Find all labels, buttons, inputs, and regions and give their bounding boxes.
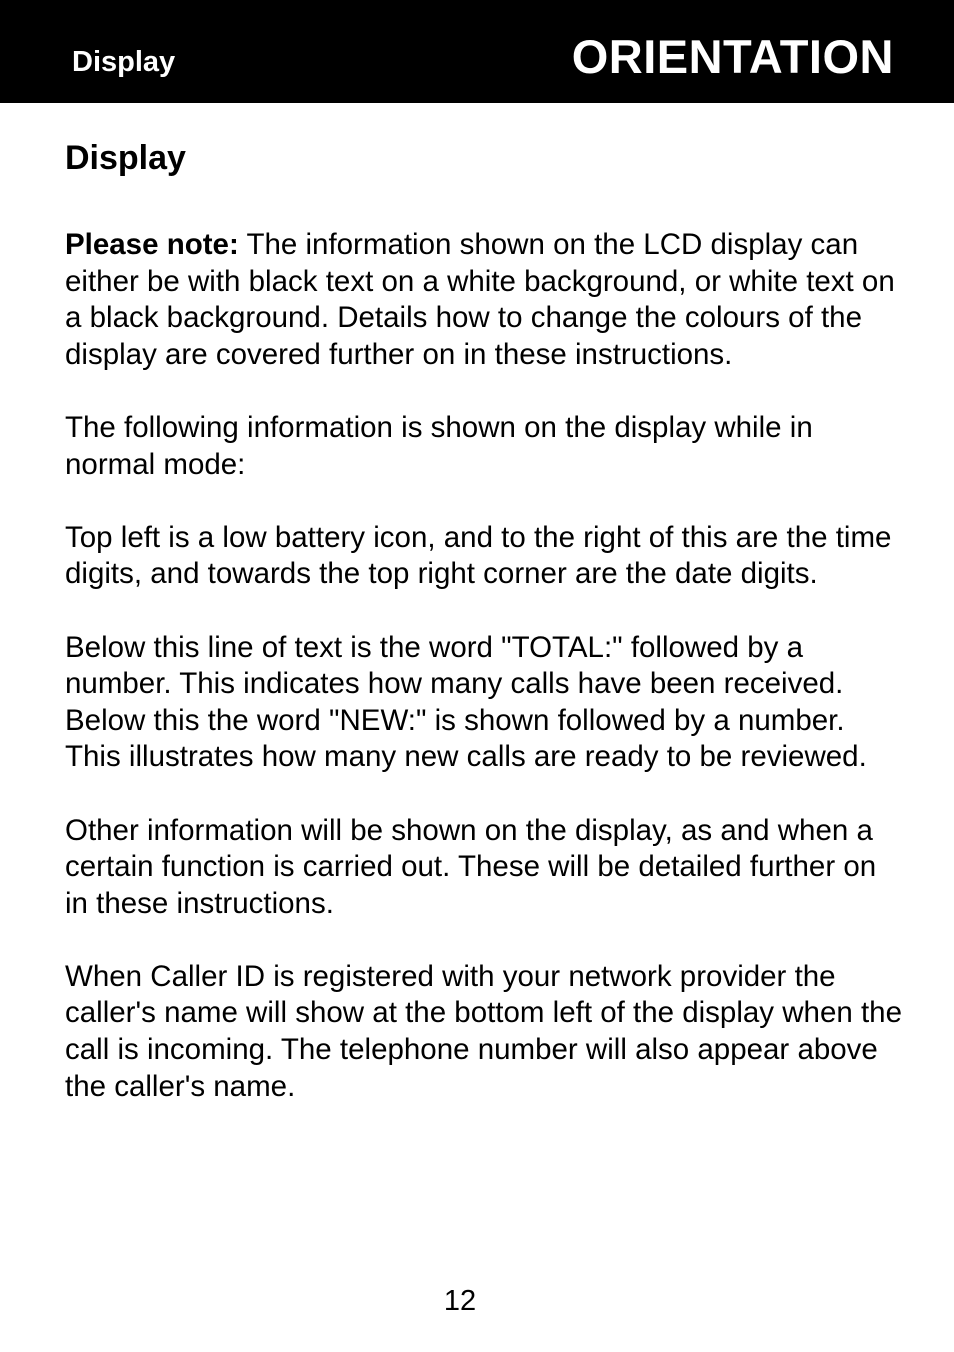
paragraph-normal-mode: The following information is shown on the display while in normal mode: [65, 410, 813, 481]
header-section-label: Display [72, 46, 176, 78]
body-text [65, 227, 905, 1142]
page-heading: Display [65, 139, 186, 177]
note-paragraph [65, 227, 905, 373]
page-number: 12 [443, 1285, 477, 1317]
note-label: Please note: [65, 228, 239, 261]
paragraph-top-line: Top left is a low battery icon, and to the right of this are the time digits, and towards the top right corner are the date digits. [65, 520, 892, 591]
header-bar [0, 0, 954, 103]
note-text: The information shown on the LCD display can either be with black text on a white background, or white text on a black background. Details how to change the colours of the display are covered further on in these instructions. [65, 228, 895, 371]
header-title: ORIENTATION [571, 30, 894, 83]
paragraph-total-new: Below this line of text is the word "TOTAL:" followed by a number. This indicates how many calls have been received. Below this the word "NEW:" is shown followed by a number. This illustrates how many new calls are ready to be reviewed. [65, 630, 867, 774]
paragraph-caller-id: When Caller ID is registered with your network provider the caller's name will show at the bottom left of the display when the call is incoming. The telephone number will also appear above the caller's name. [65, 959, 902, 1103]
paragraph-other-info: Other information will be shown on the display, as and when a certain function is carried out. These will be detailed further on in these instructions. [65, 813, 877, 920]
